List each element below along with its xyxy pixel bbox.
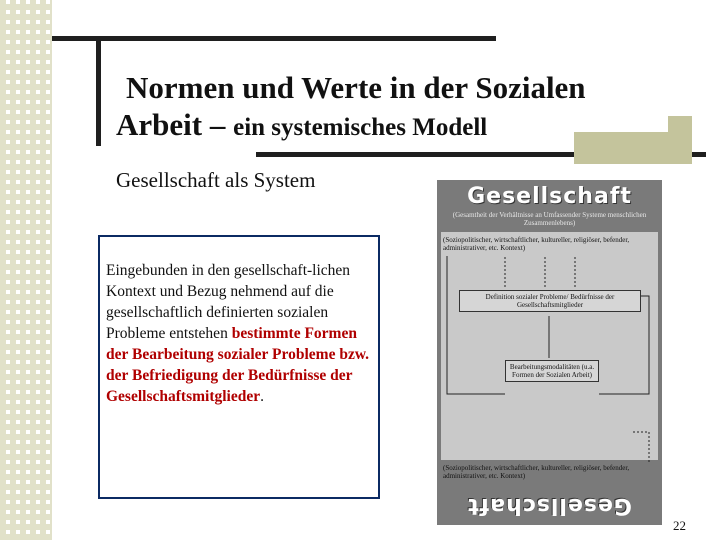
diagram-lower-band: (Soziopolitischer, wirtschaftlicher, kultureller, religiöser, befender, administrativer, etc. Kontext) bbox=[443, 464, 630, 480]
left-vertical-rule bbox=[96, 36, 101, 146]
checker-pattern bbox=[0, 0, 52, 540]
title-line-2a: Arbeit – bbox=[116, 107, 234, 142]
diagram-upper-band: (Soziopolitischer, wirtschaftlicher, kultureller, religiöser, befender, administrativer, etc. Kontext) bbox=[443, 236, 630, 252]
diagram-top-title: Gesellschaft bbox=[467, 184, 632, 209]
diagram-problem-box: Definition sozialer Probleme/ Bedürfnisse der Gesellschaftsmitglieder bbox=[459, 290, 641, 312]
title-line-1: Normen und Werte in der Sozialen bbox=[126, 70, 586, 105]
diagram-bottom-title: Gesellschaft bbox=[467, 493, 632, 518]
society-system-diagram bbox=[437, 180, 662, 525]
description-highlight: bestimmte Formen der Bearbeitung sozialer Probleme bzw. der Befriedigung der Bedürfnisse der Gesellschaftsmitglieder bbox=[106, 325, 370, 405]
page-number: 22 bbox=[673, 518, 686, 533]
diagram-modality-box: Bearbeitungsmodalitäten (u.a. Formen der Sozialen Arbeit) bbox=[505, 360, 599, 382]
slide-title bbox=[116, 70, 696, 146]
top-rule bbox=[52, 36, 496, 41]
description-text: Eingebunden in den gesellschaft-lichen Kontext und Bezug nehmend auf die gesellschaftlich definierten sozialen Probleme entstehen bbox=[106, 262, 351, 342]
description-end: . bbox=[260, 388, 264, 405]
diagram-top-caption: (Gesamtheit der Verhältnisse an Umfassender Systeme menschlichen Zusammenlebens) bbox=[452, 211, 647, 227]
title-line-2b: ein systemisches Modell bbox=[233, 114, 488, 141]
description-textbox bbox=[98, 235, 380, 499]
slide-subtitle: Gesellschaft als System bbox=[116, 168, 316, 192]
